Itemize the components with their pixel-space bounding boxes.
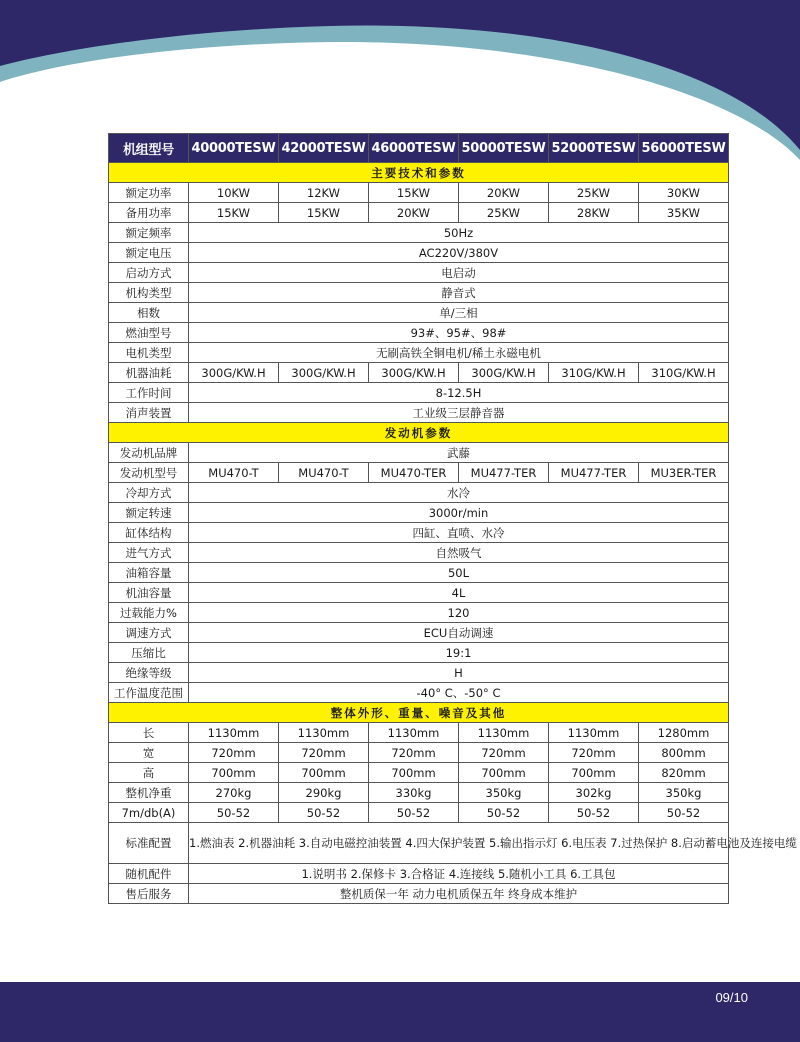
- footer-band: [0, 982, 800, 1042]
- row-label: 额定电压: [109, 243, 189, 263]
- table-cell: 50-52: [549, 803, 639, 823]
- table-cell: 350kg: [639, 783, 729, 803]
- table-row: [109, 543, 729, 563]
- merged-value-cell: 93#、95#、98#: [189, 323, 729, 343]
- row-label: 工作温度范围: [109, 683, 189, 703]
- table-cell: 330kg: [369, 783, 459, 803]
- table-cell: 720mm: [189, 743, 279, 763]
- table-row: [109, 403, 729, 423]
- table-cell: 1130mm: [189, 723, 279, 743]
- section-title: 主要技术和参数: [109, 163, 729, 183]
- table-row: [109, 483, 729, 503]
- row-label: 发动机品牌: [109, 443, 189, 463]
- page-number: 09/10: [715, 990, 748, 1005]
- table-cell: 50-52: [369, 803, 459, 823]
- table-row: [109, 263, 729, 283]
- section-header-row: [109, 163, 729, 183]
- row-label: 7m/db(A): [109, 803, 189, 823]
- spec-table: [108, 133, 797, 904]
- merged-value-cell: 1.燃油表 2.机器油耗 3.自动电磁控油装置 4.四大保护装置 5.输出指示灯 6.电压表 7.过热保护 8.启动蓄电池及连接电缆: [189, 823, 729, 864]
- table-cell: 15KW: [189, 203, 279, 223]
- merged-value-cell: 50L: [189, 563, 729, 583]
- table-cell: 25KW: [549, 183, 639, 203]
- row-label: 备用功率: [109, 203, 189, 223]
- table-row: [109, 303, 729, 323]
- row-label: 缸体结构: [109, 523, 189, 543]
- section-title: 发动机参数: [109, 423, 729, 443]
- merged-value-cell: 3000r/min: [189, 503, 729, 523]
- table-cell: 15KW: [279, 203, 369, 223]
- table-cell: 1130mm: [279, 723, 369, 743]
- table-row: [109, 343, 729, 363]
- table-row: [109, 503, 729, 523]
- merged-value-cell: 电启动: [189, 263, 729, 283]
- table-row: [109, 283, 729, 303]
- table-row: [109, 763, 729, 783]
- row-label: 压缩比: [109, 643, 189, 663]
- table-cell: 720mm: [279, 743, 369, 763]
- table-row: [109, 223, 729, 243]
- row-label: 宽: [109, 743, 189, 763]
- model-header: 56000TESW: [639, 134, 729, 163]
- row-label: 启动方式: [109, 263, 189, 283]
- row-label: 调速方式: [109, 623, 189, 643]
- table-row: [109, 864, 729, 884]
- table-row: [109, 603, 729, 623]
- merged-value-cell: 自然吸气: [189, 543, 729, 563]
- table-row: [109, 884, 729, 904]
- section-title: 整体外形、重量、噪音及其他: [109, 703, 729, 723]
- merged-value-cell: 静音式: [189, 283, 729, 303]
- row-label: 冷却方式: [109, 483, 189, 503]
- table-cell: 350kg: [459, 783, 549, 803]
- table-row: [109, 323, 729, 343]
- table-row: [109, 463, 729, 483]
- row-label: 额定转速: [109, 503, 189, 523]
- merged-value-cell: 50Hz: [189, 223, 729, 243]
- row-label: 消声装置: [109, 403, 189, 423]
- merged-value-cell: 整机质保一年 动力电机质保五年 终身成本维护: [189, 884, 729, 904]
- table-cell: 15KW: [369, 183, 459, 203]
- model-header: 40000TESW: [189, 134, 279, 163]
- table-cell: 300G/KW.H: [189, 363, 279, 383]
- table-cell: 50-52: [189, 803, 279, 823]
- row-label: 进气方式: [109, 543, 189, 563]
- table-header-row: [109, 134, 729, 163]
- merged-value-cell: 水冷: [189, 483, 729, 503]
- table-row: [109, 823, 729, 864]
- table-cell: MU470-T: [189, 463, 279, 483]
- table-cell: 50-52: [459, 803, 549, 823]
- merged-value-cell: 120: [189, 603, 729, 623]
- table-row: [109, 563, 729, 583]
- merged-value-cell: 无刷高铁全铜电机/稀土永磁电机: [189, 343, 729, 363]
- table-cell: 700mm: [279, 763, 369, 783]
- model-header-label: 机组型号: [109, 134, 189, 163]
- table-cell: 270kg: [189, 783, 279, 803]
- table-cell: 302kg: [549, 783, 639, 803]
- row-label: 长: [109, 723, 189, 743]
- merged-value-cell: 单/三相: [189, 303, 729, 323]
- model-header: 46000TESW: [369, 134, 459, 163]
- table-cell: 10KW: [189, 183, 279, 203]
- table-cell: 20KW: [459, 183, 549, 203]
- table-row: [109, 363, 729, 383]
- table-cell: 310G/KW.H: [549, 363, 639, 383]
- row-label: 售后服务: [109, 884, 189, 904]
- merged-value-cell: 4L: [189, 583, 729, 603]
- row-label: 油箱容量: [109, 563, 189, 583]
- merged-value-cell: -40° C、-50° C: [189, 683, 729, 703]
- table-cell: 700mm: [549, 763, 639, 783]
- table-cell: 300G/KW.H: [459, 363, 549, 383]
- merged-value-cell: 8-12.5H: [189, 383, 729, 403]
- row-label: 额定频率: [109, 223, 189, 243]
- table-cell: 50-52: [639, 803, 729, 823]
- table-row: [109, 243, 729, 263]
- table-row: [109, 783, 729, 803]
- merged-value-cell: 工业级三层静音器: [189, 403, 729, 423]
- row-label: 整机净重: [109, 783, 189, 803]
- section-header-row: [109, 423, 729, 443]
- table-cell: 1130mm: [369, 723, 459, 743]
- model-header: 42000TESW: [279, 134, 369, 163]
- merged-value-cell: ECU自动调速: [189, 623, 729, 643]
- table-row: [109, 203, 729, 223]
- table-cell: 20KW: [369, 203, 459, 223]
- table-cell: 25KW: [459, 203, 549, 223]
- merged-value-cell: 四缸、直喷、水冷: [189, 523, 729, 543]
- table-cell: MU470-T: [279, 463, 369, 483]
- model-header: 50000TESW: [459, 134, 549, 163]
- row-label: 电机类型: [109, 343, 189, 363]
- table-row: [109, 683, 729, 703]
- table-cell: MU470-TER: [369, 463, 459, 483]
- row-label: 燃油型号: [109, 323, 189, 343]
- row-label: 绝缘等级: [109, 663, 189, 683]
- merged-value-cell: 1.说明书 2.保修卡 3.合格证 4.连接线 5.随机小工具 6.工具包: [189, 864, 729, 884]
- model-header: 52000TESW: [549, 134, 639, 163]
- table-cell: MU3ER-TER: [639, 463, 729, 483]
- row-label: 发动机型号: [109, 463, 189, 483]
- table-cell: MU477-TER: [549, 463, 639, 483]
- table-cell: 720mm: [369, 743, 459, 763]
- row-label: 额定功率: [109, 183, 189, 203]
- table-cell: 720mm: [549, 743, 639, 763]
- table-row: [109, 443, 729, 463]
- table-cell: 300G/KW.H: [369, 363, 459, 383]
- table-cell: 28KW: [549, 203, 639, 223]
- table-cell: 50-52: [279, 803, 369, 823]
- table-cell: 720mm: [459, 743, 549, 763]
- merged-value-cell: AC220V/380V: [189, 243, 729, 263]
- row-label: 随机配件: [109, 864, 189, 884]
- table-row: [109, 583, 729, 603]
- table-row: [109, 803, 729, 823]
- row-label: 机构类型: [109, 283, 189, 303]
- table-row: [109, 663, 729, 683]
- row-label: 标准配置: [109, 823, 189, 864]
- table-cell: 310G/KW.H: [639, 363, 729, 383]
- table-cell: 12KW: [279, 183, 369, 203]
- table-cell: 700mm: [189, 763, 279, 783]
- table-cell: 1280mm: [639, 723, 729, 743]
- table-row: [109, 723, 729, 743]
- table-cell: 700mm: [459, 763, 549, 783]
- table-row: [109, 623, 729, 643]
- row-label: 过载能力%: [109, 603, 189, 623]
- table-cell: 700mm: [369, 763, 459, 783]
- merged-value-cell: 武藤: [189, 443, 729, 463]
- row-label: 高: [109, 763, 189, 783]
- table-cell: 1130mm: [459, 723, 549, 743]
- spec-table-body: [109, 163, 797, 904]
- table-cell: 300G/KW.H: [279, 363, 369, 383]
- table-cell: MU477-TER: [459, 463, 549, 483]
- table-row: [109, 383, 729, 403]
- table-cell: 35KW: [639, 203, 729, 223]
- table-row: [109, 523, 729, 543]
- row-label: 机油容量: [109, 583, 189, 603]
- row-label: 机器油耗: [109, 363, 189, 383]
- table-cell: 820mm: [639, 763, 729, 783]
- row-label: 工作时间: [109, 383, 189, 403]
- table-cell: 800mm: [639, 743, 729, 763]
- table-cell: 290kg: [279, 783, 369, 803]
- merged-value-cell: H: [189, 663, 729, 683]
- table-cell: 30KW: [639, 183, 729, 203]
- section-header-row: [109, 703, 729, 723]
- table-row: [109, 743, 729, 763]
- table-row: [109, 183, 729, 203]
- table-cell: 1130mm: [549, 723, 639, 743]
- table-row: [109, 643, 729, 663]
- merged-value-cell: 19:1: [189, 643, 729, 663]
- row-label: 相数: [109, 303, 189, 323]
